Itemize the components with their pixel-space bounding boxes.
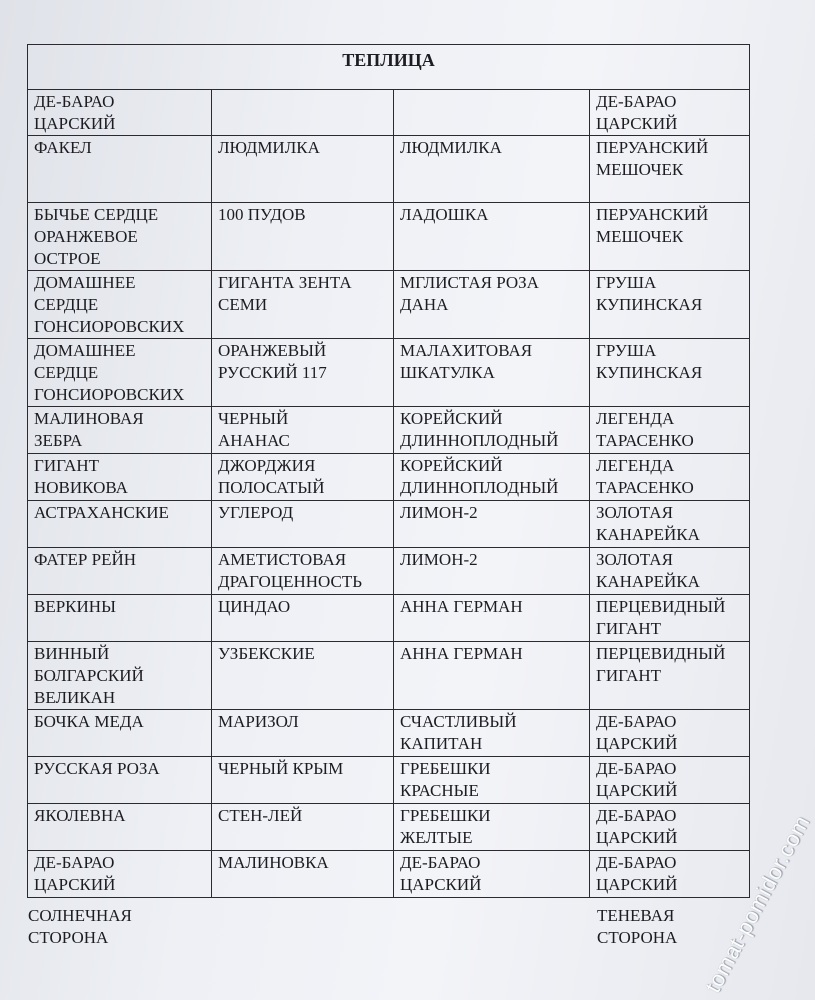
table-row: [28, 851, 750, 898]
table-cell: ЛЕГЕНДА ТАРАСЕНКО: [590, 407, 750, 454]
table-cell: МАЛИНОВКА: [212, 851, 394, 898]
table-cell: ЧЕРНЫЙ КРЫМ: [212, 757, 394, 804]
table-row: [28, 595, 750, 642]
table-row: [28, 407, 750, 454]
table-cell: ЛИМОН-2: [394, 548, 590, 595]
table-cell: ОРАНЖЕВЫЙ РУССКИЙ 117: [212, 339, 394, 407]
table-cell: ГИГАНТА ЗЕНТА СЕМИ: [212, 271, 394, 339]
table-cell: ПЕРУАНСКИЙ МЕШОЧЕК: [590, 203, 750, 271]
table-cell: СЧАСТЛИВЫЙ КАПИТАН: [394, 710, 590, 757]
table-row: [28, 804, 750, 851]
table-cell: БОЧКА МЕДА: [28, 710, 212, 757]
table-cell: КОРЕЙСКИЙ ДЛИННОПЛОДНЫЙ: [394, 407, 590, 454]
table-row: [28, 757, 750, 804]
table-cell: ДЕ-БАРАО ЦАРСКИЙ: [590, 90, 750, 136]
table-cell: 100 ПУДОВ: [212, 203, 394, 271]
table-cell: ФАТЕР РЕЙН: [28, 548, 212, 595]
table-cell: ГИГАНТ НОВИКОВА: [28, 454, 212, 501]
table-cell: ВИННЫЙ БОЛГАРСКИЙ ВЕЛИКАН: [28, 642, 212, 710]
site-watermark: tomat-pomidor.com: [700, 811, 815, 997]
table-cell: МАЛАХИТОВАЯ ШКАТУЛКА: [394, 339, 590, 407]
table-cell: ДЕ-БАРАО ЦАРСКИЙ: [28, 90, 212, 136]
table-cell: ДЖОРДЖИЯ ПОЛОСАТЫЙ: [212, 454, 394, 501]
table-cell: ДЕ-БАРАО ЦАРСКИЙ: [590, 804, 750, 851]
table-cell: МАРИЗОЛ: [212, 710, 394, 757]
table-row: [28, 501, 750, 548]
table-cell: ВЕРКИНЫ: [28, 595, 212, 642]
table-cell: ЛЕГЕНДА ТАРАСЕНКО: [590, 454, 750, 501]
table-title: ТЕПЛИЦА: [28, 45, 750, 90]
table-cell: [394, 90, 590, 136]
table-cell: ДЕ-БАРАО ЦАРСКИЙ: [28, 851, 212, 898]
table-cell: ЗОЛОТАЯ КАНАРЕЙКА: [590, 501, 750, 548]
sunny-side-label: СОЛНЕЧНАЯ СТОРОНА: [28, 906, 132, 947]
table-cell: ГРЕБЕШКИ ЖЕЛТЫЕ: [394, 804, 590, 851]
table-row: [28, 271, 750, 339]
table-cell: МГЛИСТАЯ РОЗА ДАНА: [394, 271, 590, 339]
table-cell: БЫЧЬЕ СЕРДЦЕ ОРАНЖЕВОЕ ОСТРОЕ: [28, 203, 212, 271]
table-row: [28, 203, 750, 271]
table-cell: ФАКЕЛ: [28, 136, 212, 203]
table-cell: ЛИМОН-2: [394, 501, 590, 548]
table-row: [28, 710, 750, 757]
table-cell: ЗОЛОТАЯ КАНАРЕЙКА: [590, 548, 750, 595]
table-row: [28, 642, 750, 710]
table-cell: ПЕРЦЕВИДНЫЙ ГИГАНТ: [590, 642, 750, 710]
table-cell: ДОМАШНЕЕ СЕРДЦЕ ГОНСИОРОВСКИХ: [28, 339, 212, 407]
table-row: [28, 136, 750, 203]
table-cell: ГРУША КУПИНСКАЯ: [590, 271, 750, 339]
table-cell: ГРУША КУПИНСКАЯ: [590, 339, 750, 407]
table-cell: ЛЮДМИЛКА: [212, 136, 394, 203]
table-row: [28, 454, 750, 501]
table-row: [28, 90, 750, 136]
table-cell: ДЕ-БАРАО ЦАРСКИЙ: [590, 710, 750, 757]
table-cell: ЧЕРНЫЙ АНАНАС: [212, 407, 394, 454]
table-cell: АННА ГЕРМАН: [394, 595, 590, 642]
table-cell: ГРЕБЕШКИ КРАСНЫЕ: [394, 757, 590, 804]
table-cell: ДОМАШНЕЕ СЕРДЦЕ ГОНСИОРОВСКИХ: [28, 271, 212, 339]
table-cell: МАЛИНОВАЯ ЗЕБРА: [28, 407, 212, 454]
table-cell: [212, 90, 394, 136]
table-cell: ЛЮДМИЛКА: [394, 136, 590, 203]
table-cell: СТЕН-ЛЕЙ: [212, 804, 394, 851]
table-cell: ДЕ-БАРАО ЦАРСКИЙ: [394, 851, 590, 898]
table-cell: УГЛЕРОД: [212, 501, 394, 548]
title-row: [28, 45, 750, 90]
table-cell: КОРЕЙСКИЙ ДЛИННОПЛОДНЫЙ: [394, 454, 590, 501]
table-cell: ЦИНДАО: [212, 595, 394, 642]
greenhouse-table: [27, 44, 750, 898]
shady-side-label: ТЕНЕВАЯ СТОРОНА: [597, 906, 678, 947]
table-cell: ЯКОЛЕВНА: [28, 804, 212, 851]
table-row: [28, 548, 750, 595]
table-row: [28, 339, 750, 407]
table-cell: АСТРАХАНСКИЕ: [28, 501, 212, 548]
table-cell: АМЕТИСТОВАЯ ДРАГОЦЕННОСТЬ: [212, 548, 394, 595]
table-cell: РУССКАЯ РОЗА: [28, 757, 212, 804]
table-cell: ДЕ-БАРАО ЦАРСКИЙ: [590, 757, 750, 804]
table-cell: АННА ГЕРМАН: [394, 642, 590, 710]
table-cell: ПЕРЦЕВИДНЫЙ ГИГАНТ: [590, 595, 750, 642]
table-cell: ЛАДОШКА: [394, 203, 590, 271]
table-cell: ДЕ-БАРАО ЦАРСКИЙ: [590, 851, 750, 898]
table-cell: УЗБЕКСКИЕ: [212, 642, 394, 710]
table-cell: ПЕРУАНСКИЙ МЕШОЧЕК: [590, 136, 750, 203]
